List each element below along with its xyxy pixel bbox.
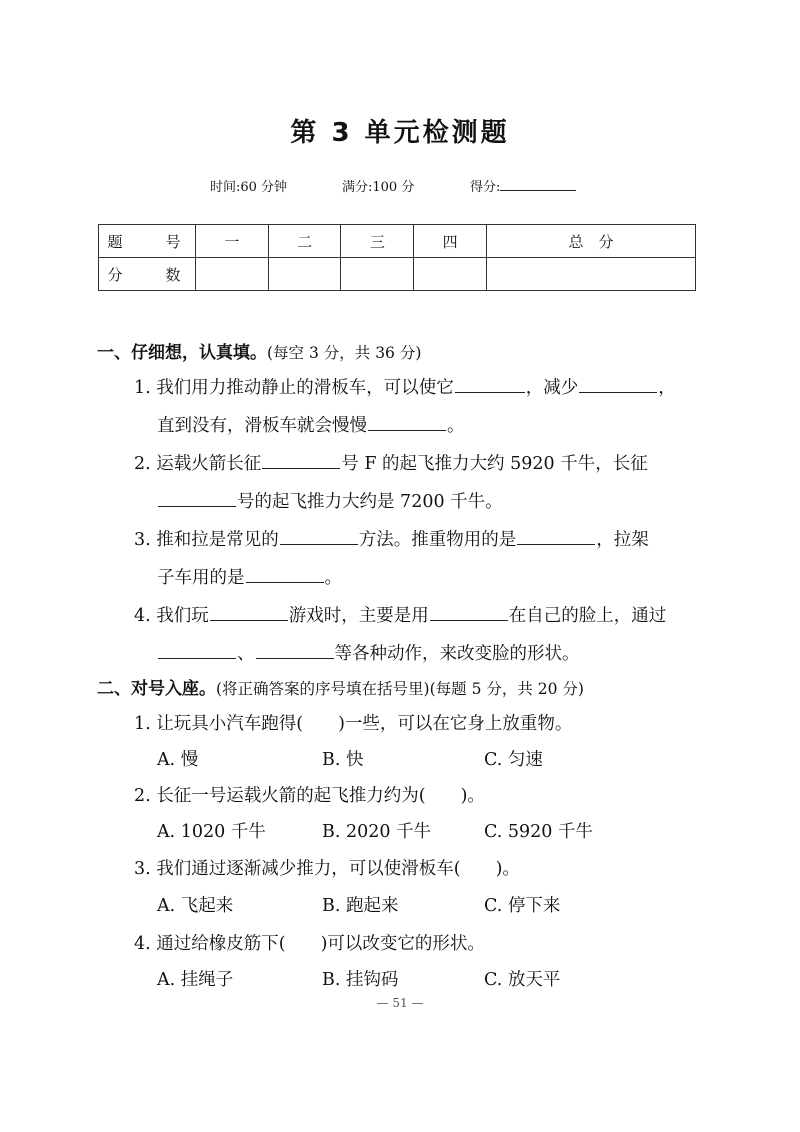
answer-blank[interactable] (262, 450, 340, 469)
table-header-cell: 总 分 (486, 225, 695, 258)
score-cell[interactable] (341, 258, 414, 291)
mc-q4-option-b[interactable]: B. 挂钩码 (322, 970, 399, 990)
answer-blank[interactable] (368, 412, 446, 431)
answer-blank[interactable] (430, 602, 508, 621)
q3-text: 3. 推和拉是常见的 (134, 530, 279, 550)
answer-blank[interactable] (158, 488, 236, 507)
table-header-cell: 一 (196, 225, 269, 258)
section-2-title: 二、对号入座。 (97, 679, 216, 699)
q4-line2 (157, 640, 580, 665)
page-number: — 51 — (376, 996, 424, 1010)
q1-text: ，减少 (525, 378, 579, 398)
answer-blank[interactable] (246, 564, 324, 583)
q2-text: 号的起飞推力大约是 7200 千牛。 (237, 492, 503, 512)
score-table (98, 224, 696, 291)
mc-q2-option-b[interactable]: B. 2020 千牛 (322, 822, 432, 842)
table-header-cell: 二 (268, 225, 341, 258)
section-1-heading (97, 338, 421, 363)
q3-text: 。 (324, 568, 342, 588)
q2-line1 (134, 450, 648, 475)
section-2-note: (将正确答案的序号填在括号里)(每题 5 分，共 20 分) (216, 680, 584, 698)
q1-text: 。 (447, 416, 465, 436)
mc-q1-option-a[interactable]: A. 慢 (157, 750, 199, 770)
answer-blank[interactable] (210, 602, 288, 621)
q1-line1 (134, 374, 676, 399)
mc-q3-option-b[interactable]: B. 跑起来 (322, 896, 399, 916)
answer-blank[interactable] (455, 374, 525, 393)
q1-text: 直到没有，滑板车就会慢慢 (157, 416, 367, 436)
q2-line2 (157, 488, 503, 513)
q3-text: ，拉架 (596, 530, 649, 550)
q4-text: 4. 我们玩 (134, 606, 209, 626)
answer-blank[interactable] (280, 526, 358, 545)
score-label: 得分: (470, 180, 501, 195)
q4-text: 、 (237, 644, 255, 664)
mc-q2: 2. 长征一号运载火箭的起飞推力约为( )。 (134, 786, 485, 806)
score-cell[interactable] (414, 258, 487, 291)
table-row-label: 分 数 (99, 258, 196, 291)
mc-q2-option-c[interactable]: C. 5920 千牛 (484, 822, 593, 842)
mc-q1-option-c[interactable]: C. 匀速 (484, 750, 543, 770)
score-cell[interactable] (196, 258, 269, 291)
table-header-row (99, 225, 696, 258)
q3-text: 子车用的是 (157, 568, 245, 588)
mc-q3-option-a[interactable]: A. 飞起来 (157, 896, 234, 916)
mc-q4-option-c[interactable]: C. 放天平 (484, 970, 561, 990)
mc-q4-option-a[interactable]: A. 挂绳子 (157, 970, 234, 990)
table-header-cell: 四 (414, 225, 487, 258)
table-row (99, 258, 696, 291)
table-header-cell: 题 号 (99, 225, 196, 258)
mc-q1-option-b[interactable]: B. 快 (322, 750, 364, 770)
section-1-note: (每空 3 分，共 36 分) (267, 344, 422, 362)
answer-blank[interactable] (158, 640, 236, 659)
score-cell[interactable] (486, 258, 695, 291)
score-cell[interactable] (268, 258, 341, 291)
page-title: 第 3 单元检测题 (290, 118, 510, 148)
mc-q3: 3. 我们通过逐渐减少推力，可以使滑板车( )。 (134, 859, 520, 879)
section-2-heading (97, 674, 584, 699)
q3-text: 方法。推重物用的是 (358, 530, 517, 550)
q1-line2 (157, 412, 465, 437)
full-score: 满分:100 分 (342, 180, 415, 195)
answer-blank[interactable] (579, 374, 657, 393)
mc-q3-option-c[interactable]: C. 停下来 (484, 896, 561, 916)
mc-q4: 4. 通过给橡皮筋下( )可以改变它的形状。 (134, 934, 485, 954)
exam-meta (210, 176, 576, 195)
time-limit: 时间:60 分钟 (210, 180, 288, 195)
q1-text: ， (658, 378, 676, 398)
table-header-cell: 三 (341, 225, 414, 258)
q3-line2 (157, 564, 342, 589)
score-blank[interactable] (500, 176, 576, 191)
q2-text: 2. 运载火箭长征 (134, 454, 262, 474)
mc-q2-option-a[interactable]: A. 1020 千牛 (157, 822, 266, 842)
q4-text: 等各种动作，来改变脸的形状。 (334, 644, 580, 664)
answer-blank[interactable] (517, 526, 595, 545)
q4-text: 游戏时，主要是用 (288, 606, 429, 626)
q2-text: 号 F 的起飞推力大约 5920 千牛，长征 (341, 454, 648, 474)
answer-blank[interactable] (256, 640, 334, 659)
q4-text: 在自己的脸上，通过 (508, 606, 667, 626)
q4-line1 (134, 602, 666, 627)
q1-text: 1. 我们用力推动静止的滑板车，可以使它 (134, 378, 454, 398)
q3-line1 (134, 526, 649, 551)
mc-q1: 1. 让玩具小汽车跑得( )一些，可以在它身上放重物。 (134, 714, 573, 734)
section-1-title: 一、仔细想，认真填。 (97, 343, 267, 363)
